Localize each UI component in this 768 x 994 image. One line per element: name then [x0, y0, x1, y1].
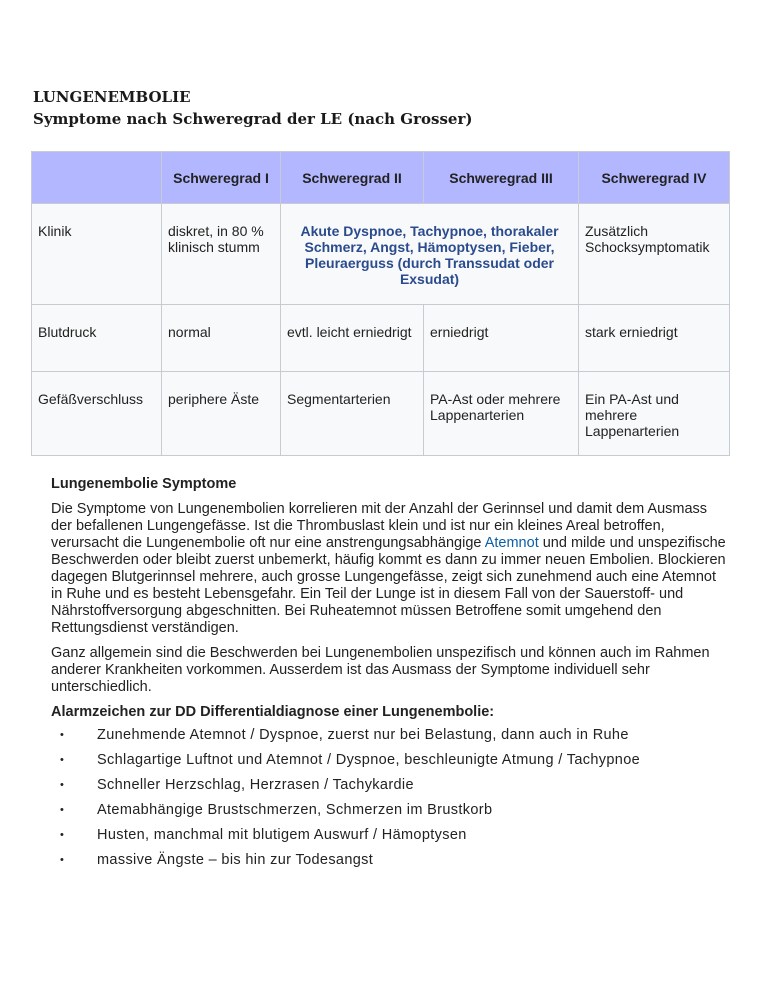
title-subtitle: Symptome nach Schweregrad der LE (nach Grosser) [33, 110, 473, 128]
document-title [33, 86, 472, 130]
paragraph-text: und milde und unspezifische Beschwerden oder bleibt zuerst unbemerkt, häufig kommt es dann zu immer neuen Embolien. Blockieren dagegen Blutgerinnsel mehrere, auch grosse Lungengefässe, zeigt sich zunehmend auch eine Atemnot in Ruhe und es besteht Lebensgefahr. Ein Teil der Lunge ist in diesem Fall von der Sauerstoff- und Nährstoffversorgung abgeschnitten. Bei Ruheatemnot müssen Betroffene somit umgehend den Rettungsdienst verständigen. [51, 535, 726, 636]
list-item-text: Atemabhängige Brustschmerzen, Schmerzen im Brustkorb [97, 802, 493, 818]
header-grad-4: Schweregrad IV [579, 152, 730, 204]
list-item [60, 852, 731, 869]
alarm-heading: Alarmzeichen zur DD Differentialdiagnose einer Lungenembolie: [51, 704, 495, 720]
bullet-icon: • [60, 829, 65, 841]
cell-text: periphere Äste [168, 391, 260, 407]
cell-text: Gefäßverschluss [38, 391, 144, 407]
table-row-klinik [32, 204, 730, 305]
list-item [60, 727, 731, 744]
row-label [32, 372, 162, 456]
cell-grad-4 [579, 305, 730, 372]
severity-table [31, 151, 730, 456]
header-grad-2: Schweregrad II [281, 152, 424, 204]
list-item-text: Husten, manchmal mit blutigem Auswurf / Hämoptysen [97, 827, 467, 843]
cell-grad-2 [281, 305, 424, 372]
list-item [60, 752, 731, 769]
cell-text: normal [168, 324, 211, 340]
list-item [60, 802, 731, 819]
cell-text: evtl. leicht erniedrigt [287, 324, 412, 340]
cell-text: erniedrigt [430, 324, 489, 340]
cell-grad-1 [162, 204, 281, 305]
paragraph-general: Ganz allgemein sind die Beschwerden bei Lungenembolien unspezifisch und können auch im Rahmen anderer Krankheiten vorkommen. Ausserdem ist das Ausmass der Symptome individuell sehr unterschiedlich. [51, 645, 710, 695]
list-item [60, 827, 731, 844]
cell-grad-4 [579, 372, 730, 456]
cell-grad-1 [162, 305, 281, 372]
table-row-blutdruck [32, 305, 730, 372]
cell-grad-4 [579, 204, 730, 305]
cell-text: Segmentarterien [287, 391, 391, 407]
cell-text: PA-Ast oder mehrere Lappenarterien [430, 391, 561, 423]
alarm-list [51, 727, 731, 869]
header-grad-3: Schweregrad III [424, 152, 579, 204]
cell-grad-1 [162, 372, 281, 456]
cell-text: Ein PA-Ast und mehrere Lappenarterien [585, 391, 680, 439]
symptoms-section [51, 476, 731, 877]
cell-text: Akute Dyspnoe, Tachypnoe, thorakaler Schmerz, Angst, Hämoptysen, Fieber, Pleuraerguss (durch Transsudat oder Exsudat) [300, 223, 559, 287]
cell-text: Klinik [38, 223, 72, 239]
table-header-row [32, 152, 730, 204]
list-item-text: Schlagartige Luftnot und Atemnot / Dyspnoe, beschleunigte Atmung / Tachypnoe [97, 752, 641, 768]
table-row-gefaessverschluss [32, 372, 730, 456]
paragraph-intro [51, 501, 731, 637]
cell-grad-3 [424, 372, 579, 456]
bullet-icon: • [60, 804, 65, 816]
header-corner [32, 152, 162, 204]
list-item-text: Zunehmende Atemnot / Dyspnoe, zuerst nur bei Belastung, dann auch in Ruhe [97, 727, 629, 743]
cell-grad-2-3-merged [281, 204, 579, 305]
row-label [32, 305, 162, 372]
list-item-text: Schneller Herzschlag, Herzrasen / Tachykardie [97, 777, 414, 793]
cell-grad-2 [281, 372, 424, 456]
bullet-icon: • [60, 729, 65, 741]
header-grad-1: Schweregrad I [162, 152, 281, 204]
bullet-icon: • [60, 754, 65, 766]
cell-text: diskret, in 80 % klinisch stumm [168, 223, 264, 255]
row-label [32, 204, 162, 305]
list-item [60, 777, 731, 794]
list-item-text: massive Ängste – bis hin zur Todesangst [97, 852, 374, 868]
cell-text: Blutdruck [38, 324, 97, 340]
bullet-icon: • [60, 854, 65, 866]
section-heading: Lungenembolie Symptome [51, 476, 237, 492]
paragraph-text: Die Symptome von Lungenembolien korrelieren mit der Anzahl der Gerinnsel und damit dem Ausmass der befallenen Lungengefässe. Ist die Thrombuslast klein und ist nur ein kleines Areal betroffen, verursacht die Lungenembolie oft nur eine anstrengungsabhängige [51, 501, 708, 551]
title-main: LUNGENEMBOLIE [33, 88, 191, 106]
bullet-icon: • [60, 779, 65, 791]
atemnot-link[interactable]: Atemnot [484, 535, 539, 551]
cell-text: Zusätzlich Schocksymptomatik [585, 223, 710, 255]
cell-grad-3 [424, 305, 579, 372]
cell-text: stark erniedrigt [585, 324, 678, 340]
